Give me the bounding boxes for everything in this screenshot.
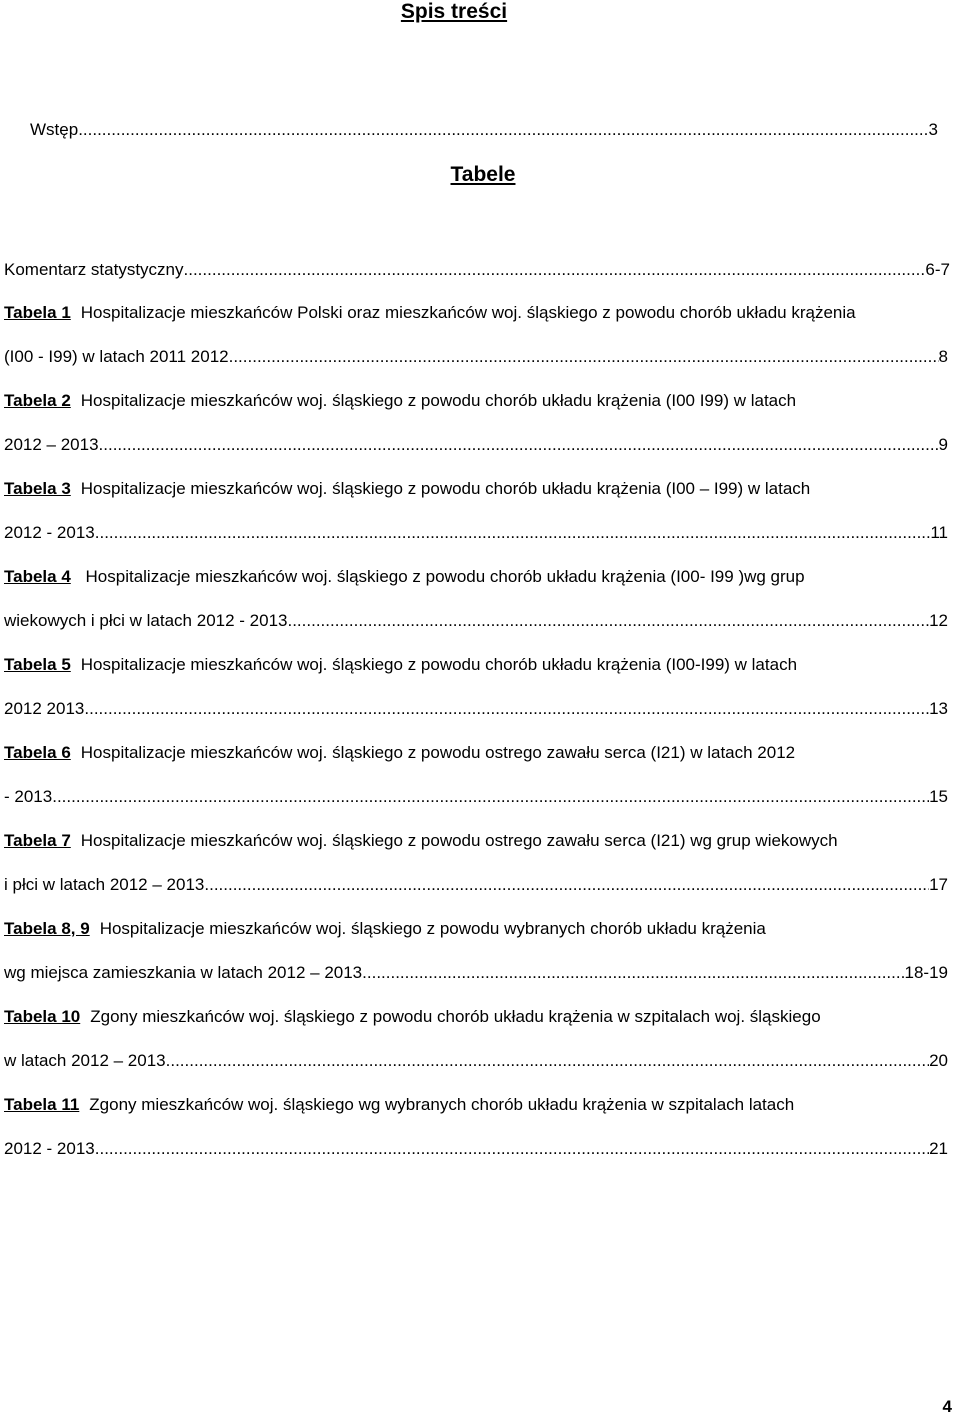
toc-entry-text: wg miejsca zamieszkania w latach 2012 – 2013. [4, 963, 367, 982]
toc-entry-line2[interactable] [4, 1049, 948, 1073]
toc-entry-text: Komentarz statystyczny [4, 260, 184, 279]
toc-entry-label: Tabela 1 [4, 303, 71, 322]
toc-entry-page: 9 [938, 435, 948, 454]
toc-entry-text: Hospitalizacje mieszkańców woj. śląskiego z powodu chorób układu krążenia (I00 – I99) w latach [80, 479, 811, 498]
toc-entry-line1[interactable] [4, 477, 954, 501]
toc-entry-line1[interactable] [4, 653, 954, 677]
toc-entry-text: Hospitalizacje mieszkańców woj. śląskiego z powodu ostrego zawału serca (I21) wg grup wiekowych [80, 831, 838, 850]
toc-entry-line2[interactable] [4, 1137, 948, 1161]
leader-dots [99, 1137, 929, 1161]
toc-entry-page: 21 [929, 1139, 948, 1158]
toc-entry-line2[interactable] [4, 873, 948, 897]
toc-entry-line1[interactable] [4, 917, 954, 941]
toc-entry-label: Tabela 2 [4, 391, 71, 410]
toc-entry-label: Tabela 8, 9 [4, 919, 90, 938]
leader-dots [103, 433, 938, 457]
toc-entry-text: 2012 - 2013. [4, 1139, 100, 1158]
toc-entry-text: 2012 – 2013. [4, 435, 104, 454]
leader-dots [184, 258, 926, 282]
toc-entry-page: 20 [929, 1051, 948, 1070]
leader-dots [89, 697, 929, 721]
leader-dots [57, 785, 929, 809]
leader-dots [78, 118, 928, 142]
toc-entry-label: Tabela 10 [4, 1007, 81, 1026]
toc-entry-text: Hospitalizacje mieszkańców woj. śląskiego z powodu chorób układu krążenia (I00 I99) w latach [80, 391, 797, 410]
page-number: 4 [942, 1397, 952, 1416]
toc-entry-line2[interactable] [4, 785, 948, 809]
toc-entry-line2[interactable] [4, 961, 948, 985]
toc-entry-line2[interactable] [4, 609, 948, 633]
toc-entry-page: 3 [928, 120, 938, 139]
leader-dots [292, 609, 929, 633]
toc-entry-text: (I00 - I99) w latach 2011 2012. [4, 347, 234, 366]
toc-entry-page: 18-19 [904, 963, 948, 982]
toc-entry-line2[interactable] [4, 433, 948, 457]
leader-dots [99, 521, 930, 545]
section-heading: Tabele [450, 163, 516, 186]
toc-entry-text: w latach 2012 – 2013. [4, 1051, 171, 1070]
toc-entry-label: Tabela 5 [4, 655, 71, 674]
toc-entry-text: - 2013. [4, 787, 57, 806]
toc-entry-text: 2012 2013. [4, 699, 90, 718]
toc-entry-page: 8 [938, 347, 948, 366]
toc-entry-line1[interactable] [4, 389, 954, 413]
toc-entry-label: Tabela 7 [4, 831, 71, 850]
toc-entry-line1[interactable] [4, 829, 954, 853]
toc-entry-text: Wstęp [30, 120, 79, 139]
toc-entry-line1[interactable] [4, 565, 954, 589]
toc-entry-text: i płci w latach 2012 – 2013. [4, 875, 210, 894]
toc-entry-page: 11 [930, 523, 948, 542]
toc-entry-intro[interactable] [30, 118, 938, 142]
leader-dots [209, 873, 929, 897]
leader-dots [233, 345, 938, 369]
toc-entry-text: Zgony mieszkańców woj. śląskiego wg wybranych chorób układu krążenia w szpitalach latach [89, 1095, 795, 1114]
leader-dots [367, 961, 905, 985]
leader-dots [170, 1049, 929, 1073]
toc-entry-text: Zgony mieszkańców woj. śląskiego z powodu chorób układu krążenia w szpitalach woj. śląskiego [90, 1007, 821, 1026]
toc-entry-line1[interactable] [4, 741, 954, 765]
toc-title: Spis treści [400, 0, 508, 23]
toc-entry-page: 17 [929, 875, 948, 894]
toc-entry-text: wiekowych i płci w latach 2012 - 2013. [4, 611, 293, 630]
toc-entry-label: Tabela 4 [4, 567, 71, 586]
toc-entry-page: 13 [929, 699, 948, 718]
toc-entry-label: Tabela 6 [4, 743, 71, 762]
toc-entry-line2[interactable] [4, 697, 948, 721]
toc-entry-commentary[interactable] [4, 258, 950, 282]
toc-entry-line2[interactable] [4, 345, 948, 369]
toc-entry-page: 15 [929, 787, 948, 806]
toc-entry-text: Hospitalizacje mieszkańców Polski oraz mieszkańców woj. śląskiego z powodu chorób układu krążenia [80, 303, 856, 322]
toc-entry-page: 6-7 [925, 260, 950, 279]
toc-entry-line1[interactable] [4, 1093, 954, 1117]
toc-entry-text: Hospitalizacje mieszkańców woj. śląskiego z powodu ostrego zawału serca (I21) w latach 2012 [80, 743, 796, 762]
toc-entry-text: Hospitalizacje mieszkańców woj. śląskiego z powodu chorób układu krążenia (I00-I99) w latach [80, 655, 798, 674]
toc-entry-line1[interactable] [4, 301, 954, 325]
toc-entry-line2[interactable] [4, 521, 948, 545]
toc-entry-label: Tabela 3 [4, 479, 71, 498]
toc-entry-text: Hospitalizacje mieszkańców woj. śląskiego z powodu chorób układu krążenia (I00- I99 )wg grup [80, 567, 805, 586]
toc-entry-text: Hospitalizacje mieszkańców woj. śląskiego z powodu wybranych chorób układu krążenia [99, 919, 766, 938]
toc-entry-page: 12 [929, 611, 948, 630]
toc-entry-text: 2012 - 2013. [4, 523, 100, 542]
toc-entry-label: Tabela 11 [4, 1095, 80, 1114]
toc-entry-line1[interactable] [4, 1005, 954, 1029]
